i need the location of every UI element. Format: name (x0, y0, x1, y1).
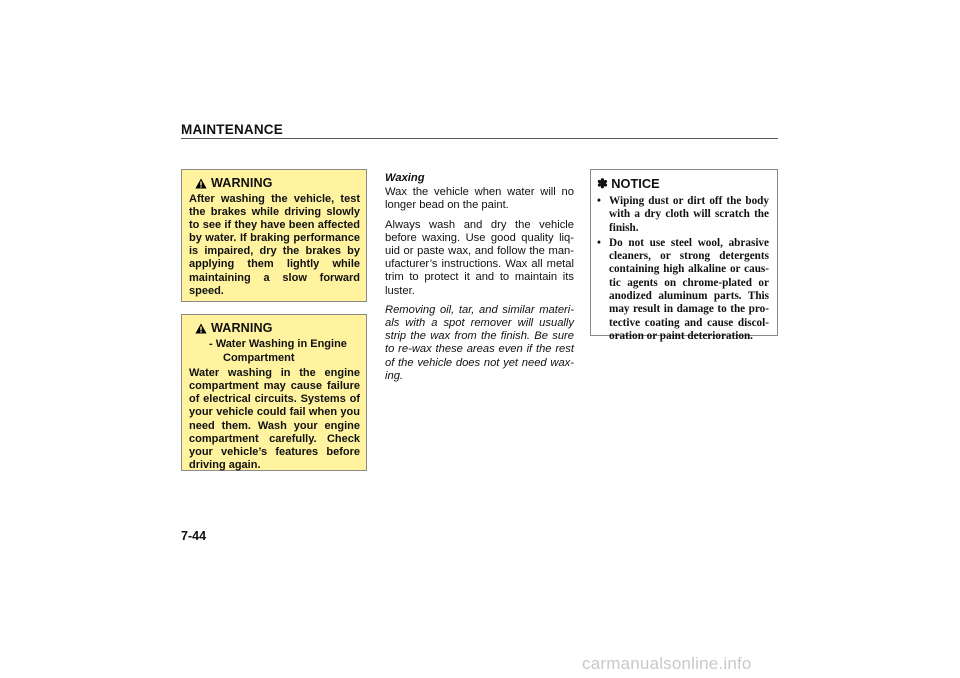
notice-box (590, 169, 778, 342)
warning-text: After washing the vehicle, test the brakes while driving slowly to see if they have been affected by water. If braking performance is impaired, dry the brakes by applying them lightly while maintaining a slow forward speed. (189, 193, 360, 297)
notice-title: NOTICE (611, 176, 660, 191)
waxing-paragraph-2: Always wash and dry the vehicle before waxing. Use good quality liq-uid or paste wax, and follow the man-ufacturer’s instructions. Wax all metal trim to protect it and to maintain its luster. (385, 218, 574, 297)
warning-title: WARNING (211, 321, 273, 335)
bullet-icon: • (597, 236, 601, 249)
notice-star-icon: ✽ (597, 176, 608, 191)
notice-item-text: Wiping dust or dirt off the body with a dry cloth will scratch the finish. (609, 195, 769, 234)
header-divider (181, 138, 778, 139)
waxing-paragraph-1: Wax the vehicle when water will no longer bead on the paint. (385, 186, 574, 212)
warning-triangle-icon (195, 323, 207, 334)
waxing-heading: Waxing (385, 172, 425, 184)
notice-item-text: Do not use steel wool, abrasive cleaners, or strong detergents containing high alkaline or caus-tic agents on chrome-plated or anodized aluminum parts. This may result in damage to the pro-tective coating and cause discol-oration or paint deterioration. (609, 236, 769, 342)
warning-box-engine-washing (181, 314, 367, 471)
bullet-icon: • (597, 195, 601, 207)
warning-box-brakes (181, 169, 367, 302)
list-item (597, 195, 769, 235)
notice-heading (597, 176, 769, 192)
warning-heading (189, 176, 360, 190)
waxing-paragraph-3: Removing oil, tar, and similar materi-als with a spot remover will usually strip the wax from the finish. Be sure to re-wax these areas even if the rest of the vehicle does not yet need wax-ing. (385, 303, 574, 382)
list-item (597, 237, 769, 343)
warning-subtitle-line2: Compartment (223, 351, 295, 364)
waxing-section (385, 172, 574, 389)
warning-text: Water washing in the engine compartment may cause failure of electrical circuits. Systems of your vehicle could fail when you need them. Wash your engine compartment carefully. Check your vehicle’s features before driving again. (189, 367, 360, 471)
page-number: 7-44 (181, 529, 207, 543)
watermark: carmanualsonline.info (582, 654, 752, 673)
notice-list (597, 195, 769, 343)
warning-title: WARNING (211, 176, 273, 190)
section-title: MAINTENANCE (181, 122, 283, 137)
warning-triangle-icon (195, 178, 207, 189)
warning-subtitle-line1: - Water Washing in Engine (209, 338, 347, 350)
warning-heading (189, 321, 360, 335)
warning-subtitle (189, 338, 360, 365)
